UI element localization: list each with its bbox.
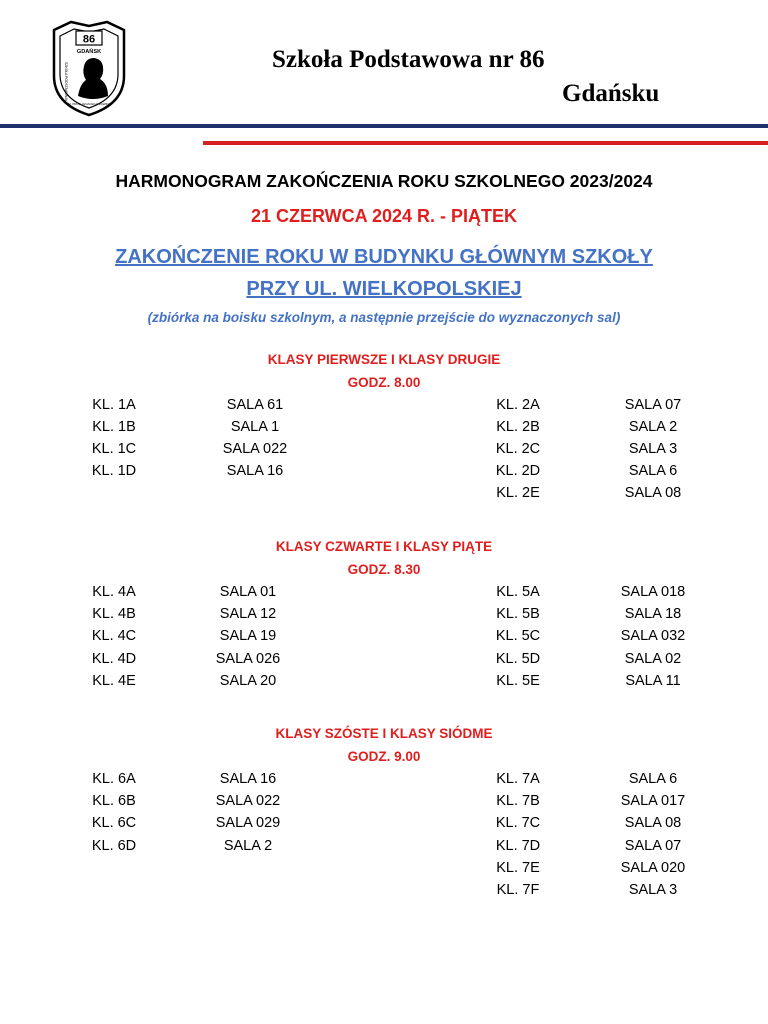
class-label: KL. 7B (496, 793, 540, 809)
class-label: KL. 2C (495, 441, 541, 457)
room-label: SALA 02 (624, 651, 682, 667)
class-label: KL. 2A (496, 397, 540, 413)
room-label: SALA 022 (222, 441, 288, 457)
group-time: GODZ. 9.00 (347, 749, 421, 764)
class-label: KL. 2D (495, 463, 541, 479)
room-label: SALA 07 (624, 397, 682, 413)
class-label: KL. 5A (496, 584, 540, 600)
room-label: SALA 6 (628, 463, 678, 479)
room-label: SALA 11 (625, 673, 681, 689)
class-label: KL. 4B (92, 606, 136, 622)
group-time: GODZ. 8.30 (347, 562, 421, 577)
header-divider-red (203, 141, 768, 145)
room-label: SALA 01 (219, 584, 277, 600)
room-label: SALA 08 (624, 815, 682, 831)
logo-ring-text-left: SZKOŁA PODSTAWOWA (64, 62, 68, 101)
header-divider-blue (0, 124, 768, 128)
room-label: SALA 3 (628, 441, 678, 457)
group-title: KLASY CZWARTE I KLASY PIĄTE (275, 539, 493, 554)
class-label: KL. 6B (92, 793, 136, 809)
class-label: KL. 7F (496, 882, 540, 898)
room-label: SALA 026 (215, 651, 281, 667)
logo-ring-text-bottom: IM. PROF. IGNACEGO ZAWIDY (67, 102, 111, 106)
room-label: SALA 018 (620, 584, 686, 600)
location-heading-line1: ZAKOŃCZENIE ROKU W BUDYNKU GŁÓWNYM SZKOŁY (115, 246, 653, 268)
class-label: KL. 6D (91, 838, 137, 854)
class-label: KL. 4C (91, 628, 137, 644)
room-label: SALA 2 (628, 419, 678, 435)
class-label: KL. 4E (92, 673, 136, 689)
room-label: SALA 61 (226, 397, 284, 413)
class-label: KL. 7E (496, 860, 540, 876)
room-label: SALA 3 (628, 882, 678, 898)
room-label: SALA 2 (223, 838, 273, 854)
room-label: SALA 029 (215, 815, 281, 831)
class-label: KL. 1B (92, 419, 136, 435)
class-label: KL. 6A (92, 771, 136, 787)
location-heading-line2: PRZY UL. WIELKOPOLSKIEJ (246, 278, 522, 300)
group-title: KLASY SZÓSTE I KLASY SIÓDME (275, 726, 493, 741)
class-label: KL. 1D (91, 463, 137, 479)
room-label: SALA 017 (620, 793, 686, 809)
school-logo (46, 18, 132, 118)
class-label: KL. 4A (92, 584, 136, 600)
class-label: KL. 5C (495, 628, 541, 644)
event-date: 21 CZERWCA 2024 R. - PIĄTEK (250, 206, 518, 226)
room-label: SALA 08 (624, 485, 682, 501)
school-city: Gdańsku (562, 80, 660, 107)
room-label: SALA 16 (219, 771, 277, 787)
class-label: KL. 5E (496, 673, 540, 689)
room-label: SALA 20 (219, 673, 277, 689)
room-label: SALA 19 (219, 628, 277, 644)
room-label: SALA 18 (624, 606, 682, 622)
group-time: GODZ. 8.00 (347, 375, 421, 390)
class-label: KL. 5D (495, 651, 541, 667)
class-label: KL. 2B (496, 419, 540, 435)
room-label: SALA 032 (620, 628, 686, 644)
room-label: SALA 6 (628, 771, 678, 787)
room-label: SALA 12 (219, 606, 277, 622)
room-label: SALA 07 (624, 838, 682, 854)
school-name: Szkoła Podstawowa nr 86 (272, 46, 545, 73)
room-label: SALA 022 (215, 793, 281, 809)
room-label: SALA 1 (230, 419, 280, 435)
logo-number: 86 (82, 33, 96, 46)
class-label: KL. 7A (496, 771, 540, 787)
class-label: KL. 2E (496, 485, 540, 501)
document-title: HARMONOGRAM ZAKOŃCZENIA ROKU SZKOLNEGO 2023/2024 (115, 171, 653, 191)
room-label: SALA 020 (620, 860, 686, 876)
group-title: KLASY PIERWSZE I KLASY DRUGIE (267, 352, 501, 367)
class-label: KL. 5B (496, 606, 540, 622)
room-label: SALA 16 (226, 463, 284, 479)
class-label: KL. 7C (495, 815, 541, 831)
class-label: KL. 1C (91, 441, 137, 457)
class-label: KL. 4D (91, 651, 137, 667)
class-label: KL. 7D (495, 838, 541, 854)
class-label: KL. 6C (91, 815, 137, 831)
class-label: KL. 1A (92, 397, 136, 413)
logo-city: GDAŃSK (76, 49, 102, 55)
assembly-note: (zbiórka na boisku szkolnym, a następnie przejście do wyznaczonych sal) (147, 310, 621, 325)
